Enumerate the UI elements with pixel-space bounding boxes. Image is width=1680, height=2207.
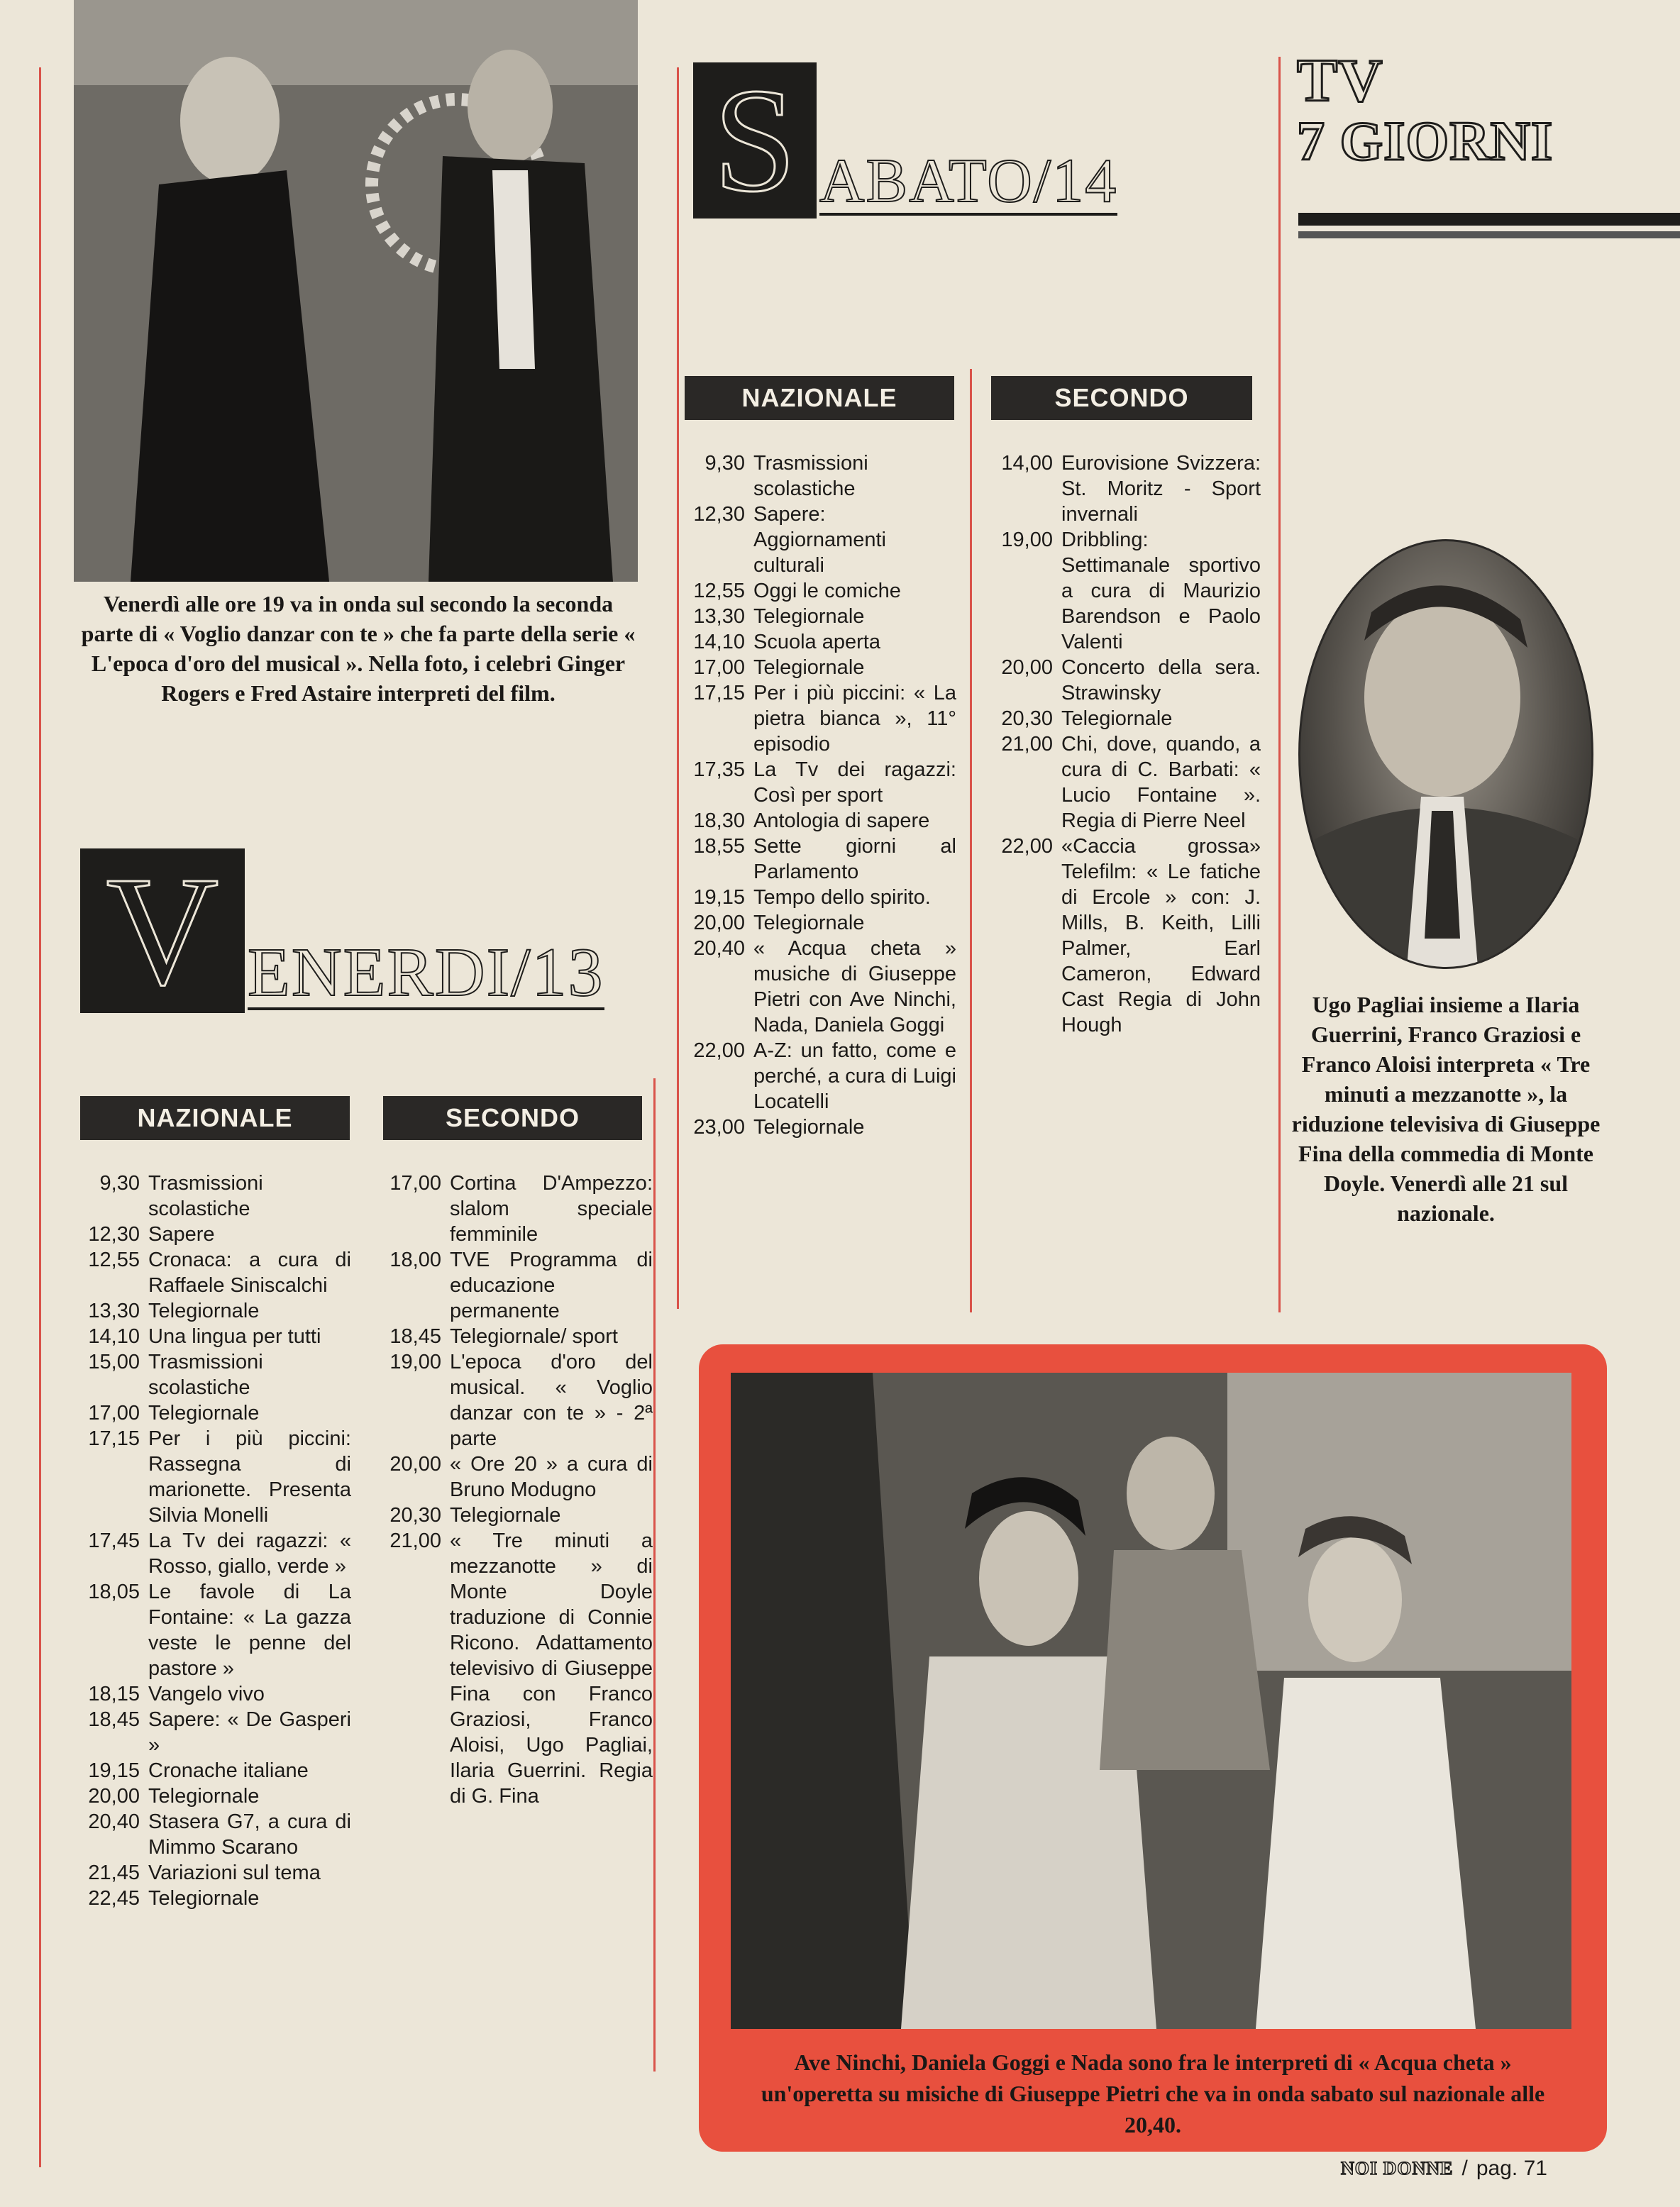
schedule-row: [74, 1349, 351, 1400]
schedule-program: Stasera G7, a cura di Mimmo Scarano: [148, 1810, 351, 1859]
sabato-title: ABATO/14: [819, 147, 1118, 216]
schedule-program: Cronache italiane: [148, 1759, 309, 1782]
schedule-time: 18,45: [88, 1708, 140, 1731]
schedule-time: 21,00: [389, 1530, 441, 1552]
schedule-time: 22,00: [693, 1039, 745, 1062]
schedule-row: [74, 1247, 351, 1298]
sabato-nazionale-label: NAZIONALE: [685, 376, 954, 420]
schedule-program: Eurovisione Svizzera: St. Moritz - Sport invernali: [1061, 452, 1261, 526]
schedule-time: 17,00: [88, 1402, 140, 1425]
schedule-program: Telegiornale: [753, 1116, 865, 1139]
schedule-row: [680, 834, 956, 885]
schedule-program: Concerto della sera. Strawinsky: [1061, 656, 1261, 704]
schedule-time: 17,45: [88, 1530, 140, 1552]
right-column-rule: [1278, 57, 1281, 1312]
schedule-row: [74, 1783, 351, 1809]
schedule-row: [988, 450, 1261, 527]
schedule-program: Per i più piccini: « La pietra bianca », 11° episodio: [753, 682, 956, 756]
schedule-program: Telegiornale/ sport: [450, 1325, 618, 1348]
schedule-row: [376, 1324, 653, 1349]
schedule-row: [680, 1038, 956, 1114]
schedule-row: [74, 1809, 351, 1860]
schedule-time: 18,30: [693, 809, 745, 832]
schedule-time: 19,15: [88, 1759, 140, 1782]
sabato-column-rule: [970, 369, 972, 1312]
schedule-row: [376, 1171, 653, 1247]
schedule-program: Trasmissioni scolastiche: [148, 1172, 263, 1220]
schedule-program: Telegiornale: [148, 1887, 260, 1910]
schedule-row: [74, 1681, 351, 1707]
schedule-row: [74, 1579, 351, 1681]
schedule-program: Telegiornale: [1061, 707, 1173, 730]
schedule-program: Trasmissioni scolastiche: [753, 452, 868, 500]
schedule-time: 14,10: [88, 1325, 140, 1348]
schedule-row: [376, 1349, 653, 1451]
schedule-time: 20,00: [1001, 656, 1053, 679]
schedule-program: Cronaca: a cura di Raffaele Siniscalchi: [148, 1249, 351, 1297]
schedule-time: 20,00: [389, 1453, 441, 1476]
schedule-row: [376, 1503, 653, 1528]
schedule-time: 18,55: [693, 835, 745, 858]
schedule-time: 18,15: [88, 1683, 140, 1705]
schedule-row: [74, 1426, 351, 1528]
schedule-time: 20,40: [693, 937, 745, 960]
schedule-row: [74, 1707, 351, 1758]
sabato-initial: S: [693, 62, 817, 219]
schedule-row: [74, 1298, 351, 1324]
schedule-time: 17,00: [693, 656, 745, 679]
left-margin-rule: [39, 67, 41, 2167]
acqua-cheta-caption: Ave Ninchi, Daniela Goggi e Nada sono fra le interpreti di « Acqua cheta » un'operetta su misiche di Giuseppe Pietri che va in onda sabato sul nazionale alle 20,40.: [761, 2050, 1545, 2137]
schedule-program: Telegiornale: [450, 1504, 561, 1527]
schedule-program: Sapere: « De Gasperi »: [148, 1708, 351, 1757]
ugo-pagliai-photo: [1298, 539, 1593, 969]
masthead-bar-thin: [1298, 231, 1680, 238]
schedule-row: [74, 1528, 351, 1579]
schedule-row: [680, 936, 956, 1038]
schedule-time: 12,55: [88, 1249, 140, 1271]
schedule-program: Scuola aperta: [753, 631, 880, 653]
schedule-row: [680, 808, 956, 834]
sabato-secondo-schedule: [988, 450, 1261, 1038]
center-column-rule: [677, 67, 679, 1309]
schedule-row: [680, 578, 956, 604]
schedule-program: Tempo dello spirito.: [753, 886, 931, 909]
schedule-program: Chi, dove, quando, a cura di C. Barbati: « Lucio Fontaine ». Regia di Pierre Neel: [1061, 733, 1261, 832]
schedule-program: Vangelo vivo: [148, 1683, 265, 1705]
schedule-program: A-Z: un fatto, come e perché, a cura di Luigi Locatelli: [753, 1039, 956, 1113]
page-number: pag. 71: [1476, 2157, 1547, 2180]
schedule-time: 15,00: [88, 1351, 140, 1373]
sabato-secondo-label: SECONDO: [991, 376, 1252, 420]
schedule-row: [680, 604, 956, 629]
schedule-program: Telegiornale: [148, 1785, 260, 1808]
schedule-program: Sapere: [148, 1223, 215, 1246]
schedule-program: Antologia di sapere: [753, 809, 930, 832]
schedule-time: 22,00: [1001, 835, 1053, 858]
acqua-cheta-panel: [699, 1344, 1607, 2152]
schedule-row: [74, 1400, 351, 1426]
schedule-time: 13,30: [693, 605, 745, 628]
schedule-program: L'epoca d'oro del musical. « Voglio danzar con te » - 2ª parte: [450, 1351, 653, 1450]
schedule-program: La Tv dei ragazzi: Così per sport: [753, 758, 956, 807]
venerdi-header: [80, 843, 604, 1017]
schedule-time: 12,30: [693, 503, 745, 526]
schedule-time: 17,00: [389, 1172, 441, 1195]
schedule-row: [74, 1758, 351, 1783]
schedule-row: [74, 1886, 351, 1911]
schedule-time: 18,45: [389, 1325, 441, 1348]
schedule-program: «Caccia grossa» Telefilm: « Le fatiche di Ercole » con: J. Mills, B. Keith, Lilli Palmer, Earl Cameron, Edward Cast Regia di John Hough: [1061, 835, 1261, 1036]
footer-separator: /: [1461, 2157, 1468, 2180]
schedule-row: [988, 527, 1261, 655]
schedule-time: 18,05: [88, 1581, 140, 1603]
schedule-time: 20,30: [1001, 707, 1053, 730]
schedule-row: [74, 1222, 351, 1247]
schedule-program: Una lingua per tutti: [148, 1325, 321, 1348]
schedule-row: [680, 450, 956, 502]
masthead-bar: [1298, 213, 1680, 226]
schedule-program: Variazioni sul tema: [148, 1862, 321, 1884]
schedule-program: « Tre minuti a mezzanotte » di Monte Doyle traduzione di Connie Ricono. Adattamento televisivo di Giuseppe Fina con Franco Graziosi, Franco Aloisi, Ugo Pagliai, Ilaria Guerrini. Regia di G. Fina: [450, 1530, 653, 1808]
schedule-row: [74, 1860, 351, 1886]
schedule-time: 12,30: [88, 1223, 140, 1246]
venerdi-column-rule: [653, 1078, 656, 2072]
masthead: [1297, 46, 1630, 172]
schedule-time: 9,30: [704, 452, 745, 475]
schedule-time: 20,40: [88, 1810, 140, 1833]
schedule-program: « Ore 20 » a cura di Bruno Modugno: [450, 1453, 653, 1501]
ginger-fred-caption: Venerdì alle ore 19 va in onda sul secondo la seconda parte di « Voglio danzar con te » che fa parte della serie « L'epoca d'oro del musical ». Nella foto, i celebri Ginger Rogers e Fred Astaire interpreti del film.: [81, 591, 636, 706]
masthead-line1: TV: [1297, 46, 1383, 114]
schedule-time: 20,30: [389, 1504, 441, 1527]
schedule-time: 17,35: [693, 758, 745, 781]
schedule-row: [680, 655, 956, 680]
schedule-time: 17,15: [693, 682, 745, 704]
schedule-time: 17,15: [88, 1427, 140, 1450]
ugo-pagliai-caption: Ugo Pagliai insieme a Ilaria Guerrini, Franco Graziosi e Franco Aloisi interpreta « Tre minuti a mezzanotte », la riduzione televisiva di Giuseppe Fina della commedia di Monte Doyle. Venerdì alle 21 sul nazionale.: [1291, 992, 1601, 1226]
sabato-nazionale-schedule: [680, 450, 956, 1140]
schedule-time: 19,15: [693, 886, 745, 909]
magazine-name: NOI DONNE: [1341, 2158, 1454, 2179]
schedule-row: [680, 680, 956, 757]
schedule-row: [988, 706, 1261, 731]
schedule-program: Le favole di La Fontaine: « La gazza veste le penne del pastore »: [148, 1581, 351, 1680]
schedule-time: 13,30: [88, 1300, 140, 1322]
schedule-time: 22,45: [88, 1887, 140, 1910]
schedule-row: [988, 731, 1261, 834]
schedule-time: 9,30: [99, 1172, 140, 1195]
venerdi-nazionale-label: NAZIONALE: [80, 1096, 350, 1140]
schedule-row: [988, 655, 1261, 706]
acqua-cheta-photo: [731, 1373, 1571, 2029]
schedule-time: 23,00: [693, 1116, 745, 1139]
schedule-program: La Tv dei ragazzi: « Rosso, giallo, verde »: [148, 1530, 351, 1578]
schedule-row: [74, 1324, 351, 1349]
sabato-header: [693, 57, 1118, 223]
schedule-time: 20,00: [693, 912, 745, 934]
schedule-row: [680, 910, 956, 936]
schedule-time: 19,00: [1001, 529, 1053, 551]
venerdi-title: ENERDI/13: [248, 934, 604, 1011]
schedule-program: Telegiornale: [148, 1402, 260, 1425]
schedule-time: 12,55: [693, 580, 745, 602]
schedule-program: « Acqua cheta » musiche di Giuseppe Pietri con Ave Ninchi, Nada, Daniela Goggi: [753, 937, 956, 1036]
venerdi-nazionale-schedule: [74, 1171, 351, 1911]
schedule-row: [376, 1247, 653, 1324]
schedule-program: Telegiornale: [753, 656, 865, 679]
schedule-time: 18,00: [389, 1249, 441, 1271]
schedule-row: [74, 1171, 351, 1222]
schedule-program: Sette giorni al Parlamento: [753, 835, 956, 883]
schedule-program: Per i più piccini: Rassegna di marionette. Presenta Silvia Monelli: [148, 1427, 351, 1527]
schedule-row: [680, 1114, 956, 1140]
schedule-program: Cortina D'Ampezzo: slalom speciale femminile: [450, 1172, 653, 1246]
schedule-program: Dribbling: Settimanale sportivo a cura di Maurizio Barendson e Paolo Valenti: [1061, 529, 1261, 653]
venerdi-initial: V: [80, 848, 245, 1013]
schedule-time: 21,00: [1001, 733, 1053, 756]
schedule-row: [680, 502, 956, 578]
schedule-time: 14,00: [1001, 452, 1053, 475]
schedule-program: Sapere: Aggiornamenti culturali: [753, 503, 886, 577]
schedule-row: [988, 834, 1261, 1038]
schedule-time: 20,00: [88, 1785, 140, 1808]
schedule-row: [376, 1528, 653, 1809]
schedule-row: [680, 757, 956, 808]
masthead-line2: 7 GIORNI: [1297, 110, 1554, 172]
schedule-row: [680, 885, 956, 910]
schedule-row: [376, 1451, 653, 1503]
schedule-row: [680, 629, 956, 655]
schedule-program: Telegiornale: [753, 912, 865, 934]
schedule-program: Trasmissioni scolastiche: [148, 1351, 263, 1399]
venerdi-secondo-schedule: [376, 1171, 653, 1809]
schedule-time: 21,45: [88, 1862, 140, 1884]
schedule-time: 14,10: [693, 631, 745, 653]
schedule-program: Telegiornale: [753, 605, 865, 628]
schedule-time: 19,00: [389, 1351, 441, 1373]
schedule-program: TVE Programma di educazione permanente: [450, 1249, 653, 1322]
page-footer: [1341, 2157, 1547, 2181]
schedule-program: Oggi le comiche: [753, 580, 901, 602]
ginger-fred-photo: [74, 0, 638, 582]
venerdi-secondo-label: SECONDO: [383, 1096, 642, 1140]
schedule-program: Telegiornale: [148, 1300, 260, 1322]
